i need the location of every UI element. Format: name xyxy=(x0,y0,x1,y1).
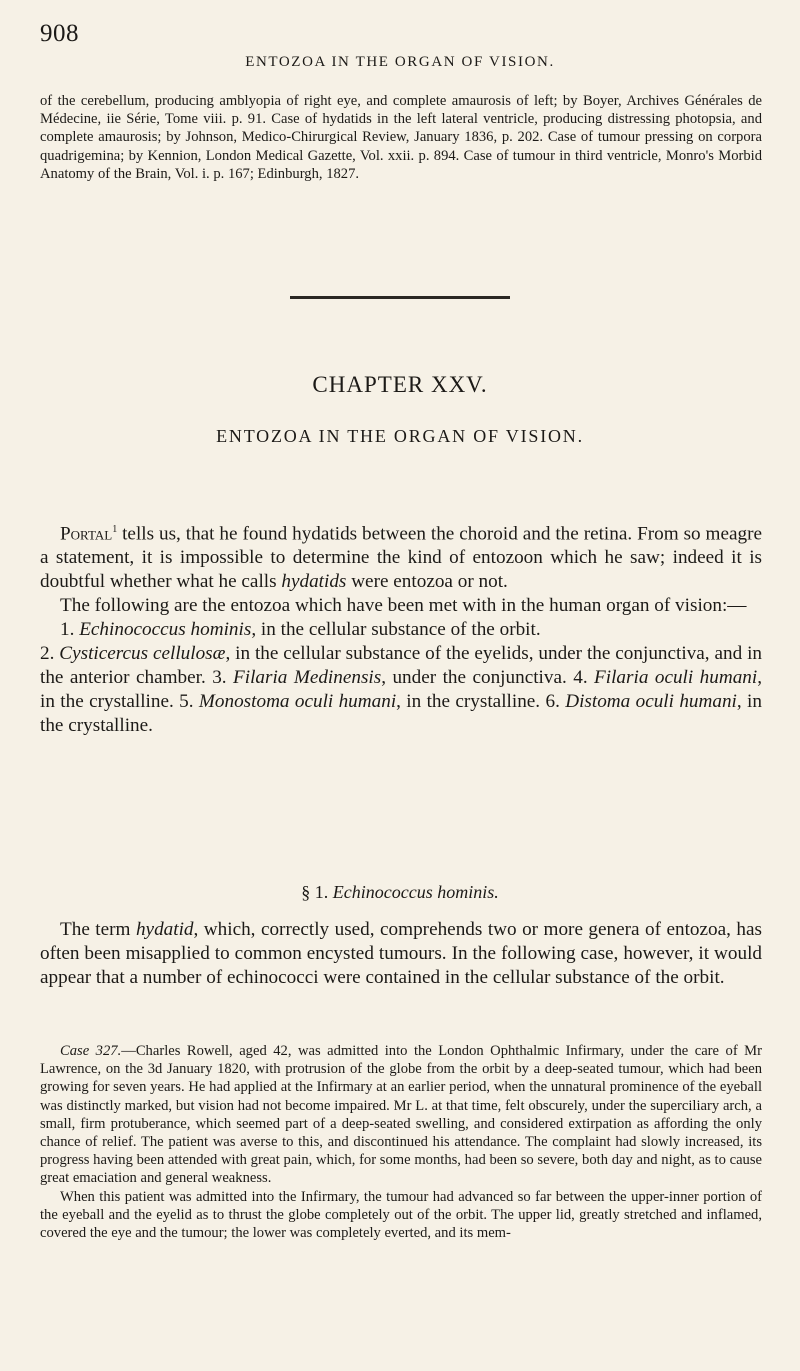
section-paragraph xyxy=(40,918,762,990)
species-list-paragraph: The following are the entozoa which have been met with in the human organ of vision:— 1. Echinococcus hominis, in the cellular substance of the orbit. 2. Cysticercus cellulosæ, in the cellular substance of the eyelids, under the conjunctiva, and in the anterior chamber. 3. Filaria Medinensis, under the conjunctiva. 4. Filaria oculi humani, in the crystalline. 5. Monostoma oculi humani, in the crystalline. 6. Distoma oculi humani, in the crystalline. xyxy=(40,595,763,737)
running-title: ENTOZOA IN THE ORGAN OF VISION. xyxy=(245,54,555,70)
species-name: Filaria oculi humani xyxy=(594,667,758,689)
case-label: Case 327. xyxy=(60,1043,122,1059)
main-text xyxy=(40,518,762,738)
intro-paragraph: Portal$^1$ tells us, that he found hydatids between the choroid and the retina. From so meagre a statement, it is impossible to determine the kind of entozoon which he saw; indeed it is doubtful whether what he calls hydatids were entozoa or not. xyxy=(40,523,762,593)
reference-text: of the cerebellum, producing amblyopia of right eye, and complete amaurosis of left; by Boyer, Archives Générales de Médecine, iie Série, Tome viii. p. 91. Case of hydatids in the left lateral ventricle, producing distressing photopsia, and complete amaurosis; by Johnson, Medico-Chirurgical Review, January 1836, p. 202. Case of tumour pressing on corpora quadrigemina; by Kennion, London Medical Gazette, Vol. xxii. p. 894. Case of tumour in third ventricle, Monro's Morbid Anatomy of the Brain, Vol. i. p. 167; Edinburgh, 1827. xyxy=(40,93,762,182)
footnote-marker: 1 xyxy=(112,524,118,535)
italic-term: hydatid xyxy=(135,919,194,940)
species-name: Filaria Medinensis xyxy=(233,667,382,689)
author-name: Portal xyxy=(60,523,113,545)
reference-paragraph xyxy=(40,92,762,183)
case-report xyxy=(40,1042,762,1242)
section-text: The term hydatid, which, correctly used, comprehends two or more genera of entozoa, has often been misapplied to common encysted tumours. In the following case, however, it would appear that a number of echinococci were contained in the cellular substance of the orbit. xyxy=(40,919,763,988)
species-name: Cysticercus cellulosæ xyxy=(59,643,226,665)
chapter-rule xyxy=(290,296,510,299)
case-paragraph: Case 327.—Charles Rowell, aged 42, was admitted into the London Ophthalmic Infirmary, under the care of Mr Lawrence, on the 3d January 1820, with protrusion of the globe from the orbit by a deep-seated tumour, which had been growing for seven years. He had applied at the Infirmary at an earlier period, when the unnatural prominence of the eyeball was distinctly marked, but vision had not become impaired. Mr L. at that time, felt obscurely, under the superciliary arch, a small, firm protuberance, which seemed part of a deep-seated swelling, and considered extirpation as affording the only chance of relief. The patient was averse to this, and discontinued his attendance. The complaint had slowly increased, its progress having been attended with great pain, which, for some months, had been so severe, both day and night, as to cause great emaciation and general weakness. xyxy=(40,1043,763,1187)
species-name: Monostoma oculi humani xyxy=(198,691,397,713)
species-name: Echinococcus hominis xyxy=(79,619,252,641)
species-name: Distoma oculi humani xyxy=(565,691,737,713)
page-number: 908 xyxy=(40,20,79,47)
italic-term: hydatids xyxy=(281,571,347,593)
chapter-title: CHAPTER XXV. xyxy=(312,372,488,397)
chapter-subtitle: ENTOZOA IN THE ORGAN OF VISION. xyxy=(216,426,584,446)
running-head xyxy=(40,20,760,70)
case-paragraph-2: When this patient was admitted into the Infirmary, the tumour had advanced so far between the upper-inner portion of the eyeball and the eyelid as to thrust the globe completely out of the orbit. The upper lid, greatly stretched and inflamed, covered the eye and the tumour; the lower was completely everted, and its mem- xyxy=(40,1188,762,1242)
section-heading: § 1. Echinococcus hominis. xyxy=(301,882,499,902)
